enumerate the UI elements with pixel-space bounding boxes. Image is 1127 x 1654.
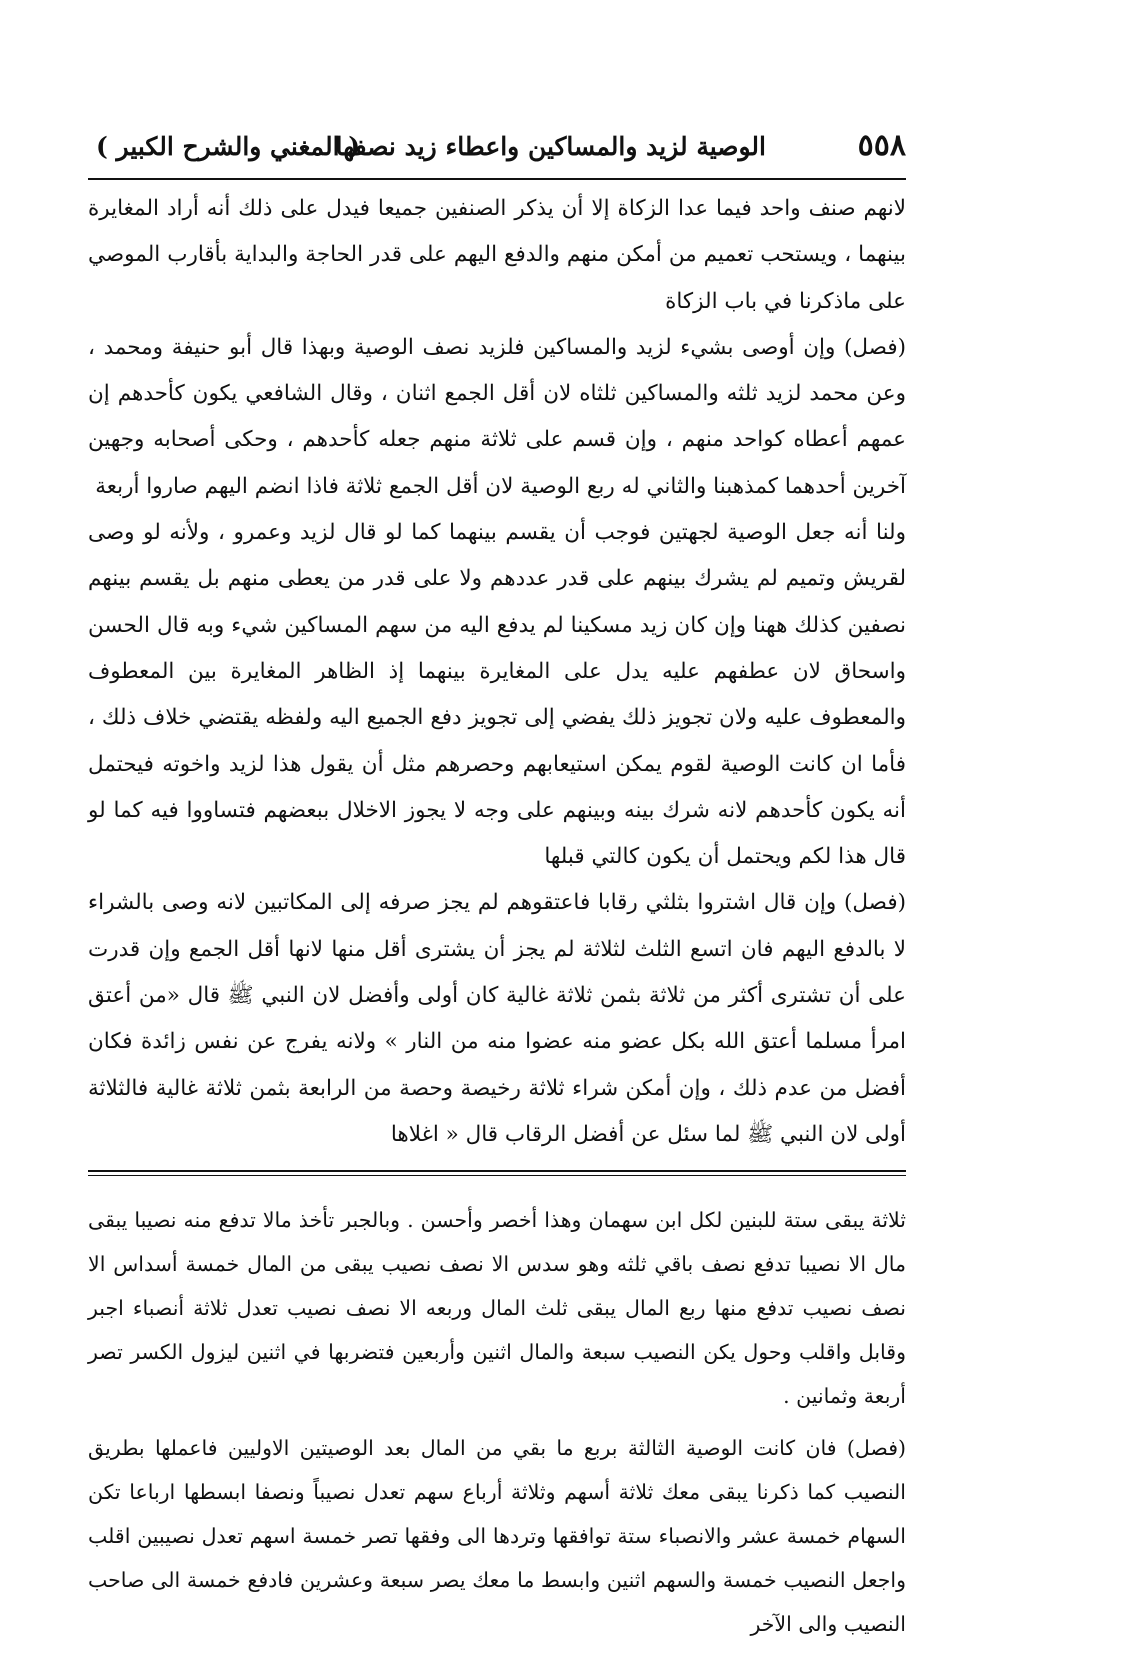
main-paragraph: (فصل) وإن أوصى بشيء لزيد والمساكين فلزيد نصف الوصية وبهذا قال أبو حنيفة ومحمد ، وعن محمد لزيد ثلثه والمساكين ثلثاه لان أقل الجمع اثنان ، وقال الشافعي يكون كأحدهم إن عمهم أعطاه كواحد منهم ، وإن قسم على ثلاثة منهم جعله كأحدهم ، وحكى أصحابه وجهين آخرين أحدهما كمذهبنا والثاني له ربع الوصية لان أقل الجمع ثلاثة فاذا انضم اليهم صاروا أربعة (88, 334, 906, 499)
main-text (88, 186, 906, 1158)
footnote-paragraph: ثلاثة يبقى ستة للبنين لكل ابن سهمان وهذا أخصر وأحسن . وبالجبر تأخذ مالا تدفع منه نصيبا يبقى مال الا نصيبا تدفع نصف باقي ثلثه وهو سدس الا نصف نصيب يبقى من المال خمسة أسداس الا نصف نصيب تدفع منها ربع المال يبقى ثلث المال وربعه الا نصف نصيب تعدل ثلاثة أنصباء اجبر وقابل واقلب وحول يكن النصيب سبعة والمال اثنين وأربعين فتضربها في اثنين ليزول الكسر تصر أربعة وثمانين . (88, 1208, 906, 1409)
book-title: ( المغني والشرح الكبير ) (96, 132, 361, 161)
page-header (88, 128, 906, 172)
book-page (88, 128, 906, 1654)
main-paragraph: ولنا أنه جعل الوصية لجهتين فوجب أن يقسم بينهما كما لو قال لزيد وعمرو ، ولأنه لو وصى لقريش وتميم لم يشرك بينهم على قدر عددهم ولا على قدر من يعطى منهم بل يقسم بينهم نصفين كذلك ههنا وإن كان زيد مسكينا لم يدفع اليه من سهم المساكين شيء وبه قال الحسن واسحاق لان عطفهم عليه يدل على المغايرة بينهما إذ الظاهر المغايرة بين المعطوف والمعطوف عليه ولان تجويز ذلك يفضي إلى تجويز دفع الجميع اليه ولفظه يقتضي خلاف ذلك ، فأما ان كانت الوصية لقوم يمكن استيعابهم وحصرهم مثل أن يقول هذا لزيد واخوته فيحتمل أنه يكون كأحدهم لانه شرك بينه وبينهم على وجه لا يجوز الاخلال ببعضهم فتساووا فيه كما لو قال هذا لكم ويحتمل أن يكون كالتي قبلها (88, 520, 906, 870)
footnote-text (88, 1198, 906, 1646)
header-rule (88, 178, 906, 180)
main-paragraph: (فصل) وإن قال اشتروا بثلثي رقابا فاعتقوهم لم يجز صرفه إلى المكاتبين لانه وصى بالشراء لا بالدفع اليهم فان اتسع الثلث لثلاثة لم يجز أن يشترى أقل منها لانها أقل الجمع وإن قدرت على أن تشترى أكثر من ثلاثة بثمن ثلاثة غالية كان أولى وأفضل لان النبي ﷺ قال «من أعتق امرأ مسلما أعتق الله بكل عضو منه عضوا منه من النار » ولانه يفرج عن نفس زائدة فكان أفضل من عدم ذلك ، وإن أمكن شراء ثلاثة رخيصة وحصة من الرابعة بثمن ثلاثة غالية فالثلاثة أولى لان النبي ﷺ لما سئل عن أفضل الرقاب قال « اغلاها (88, 890, 906, 1147)
main-paragraph: لانهم صنف واحد فيما عدا الزكاة إلا أن يذكر الصنفين جميعا فيدل على ذلك أنه أراد المغايرة بينهما ، ويستحب تعميم من أمكن منهم والدفع اليهم على قدر الحاجة والبداية بأقارب الموصي على ماذكرنا في باب الزكاة (88, 196, 906, 314)
section-title: الوصية لزيد والمساكين واعطاء زيد نصفها (335, 132, 766, 161)
footnote-divider (88, 1170, 906, 1176)
footnote-paragraph: (فصل) فان كانت الوصية الثالثة بربع ما بقي من المال بعد الوصيتين الاوليين فاعملها بطريق النصيب كما ذكرنا يبقى معك ثلاثة أسهم وثلاثة أرباع سهم تعدل نصيباً ونصفا ابسطها ارباعا تكن السهام خمسة عشر والانصباء ستة توافقها وتردها الى وفقها تصر خمسة اسهم تعدل نصيبين اقلب واجعل النصيب خمسة والسهم اثنين وابسط ما معك يصر سبعة وعشرين فادفع خمسة الى صاحب النصيب والى الآخر (88, 1436, 906, 1637)
page-number: ٥٥٨ (857, 128, 906, 163)
